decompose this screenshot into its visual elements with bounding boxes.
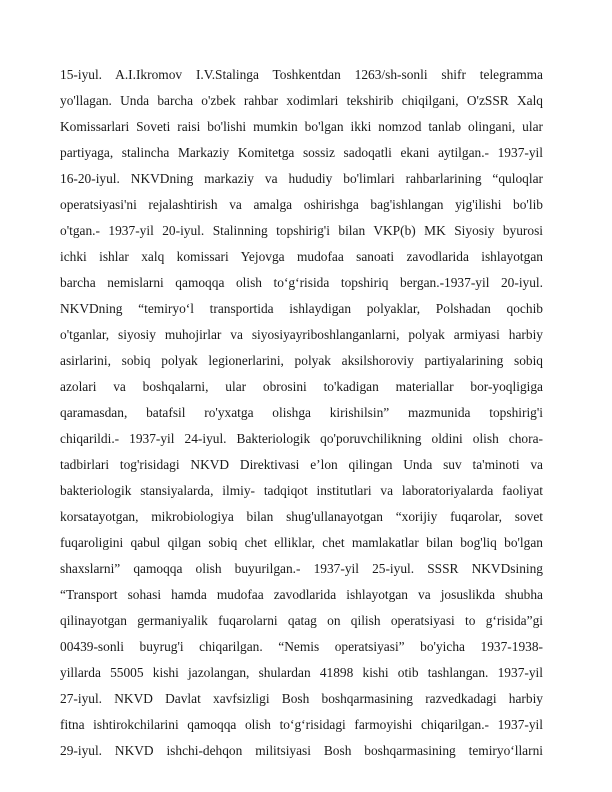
text-line: 00439-sonli buyrug'i chiqarilgan. “Nemis operatsiyasi” bo'yicha 1937-1938- <box>60 639 543 654</box>
text-line: 15-iyul. A.I.Ikromov I.V.Stalinga Toshkentdan 1263/sh-sonli shifr telegramma <box>60 67 543 82</box>
text-line: tadbirlari tog'risidagi NKVD Direktivasi e’lon qilingan Unda suv ta'minoti va <box>60 457 543 472</box>
text-line: o'tganlar, siyosiy muhojirlar va siyosiyayriboshlanganlarni, polyak armiyasi harbiy <box>60 327 543 342</box>
text-line: operatsiyasi'ni rejalashtirish va amalga oshirishga bag'ishlangan yig'ilishi bo'lib <box>60 197 543 212</box>
text-line: chiqarildi.- 1937-yil 24-iyul. Bakteriologik qo'poruvchilikning oldini olish chora- <box>60 431 543 446</box>
text-line: shaxslarni” qamoqqa olish buyurilgan.- 1937-yil 25-iyul. SSSR NKVDsining <box>60 561 543 576</box>
text-line: ichki ishlar xalq komissari Yejovga mudofaa sanoati zavodlarida ishlayotgan <box>60 249 543 264</box>
text-line: barcha nemislarni qamoqqa olish to‘g‘risida topshiriq bergan.-1937-yil 20-iyul. <box>60 275 543 290</box>
text-line: bakteriologik stansiyalarda, ilmiy- tadqiqot institutlari va laboratoriyalarda faoliyat <box>60 483 543 498</box>
text-line: NKVDning “temiryo‘l transportida ishlaydigan polyaklar, Polshadan qochib <box>60 301 543 316</box>
document-page <box>60 62 543 764</box>
text-line: asirlarini, sobiq polyak legionerlarini, polyak aksilshoroviy partiyalarining sobiq <box>60 353 543 368</box>
text-line: fitna ishtirokchilarini qamoqqa olish to‘g‘risidagi farmoyishi chiqarilgan.- 1937-yil <box>60 717 543 732</box>
text-line: o'tgan.- 1937-yil 20-iyul. Stalinning topshirig'i bilan VKP(b) MK Siyosiy byurosi <box>60 223 543 238</box>
text-line: “Transport sohasi hamda mudofaa zavodlarida ishlayotgan va josuslikda shubha <box>60 587 543 602</box>
text-line: qilinayotgan germaniyalik fuqarolarni qatag on qilish operatsiyasi to g‘risida”gi <box>60 613 543 628</box>
text-line: azolari va boshqalarni, ular obrosini to'kadigan materiallar bor-yoqligiga <box>60 379 543 394</box>
text-line: qaramasdan, batafsil ro'yxatga olishga kirishilsin” mazmunida topshirig'i <box>60 405 543 420</box>
text-line: partiyaga, stalincha Markaziy Komitetga sossiz sadoqatli ekani aytilgan.- 1937-yil <box>60 145 543 160</box>
text-line: 16-20-iyul. NKVDning markaziy va hududiy bo'limlari rahbarlarining “quloqlar <box>60 171 543 186</box>
text-line: yo'llagan. Unda barcha o'zbek rahbar xodimlari tekshirib chiqilgani, O'zSSR Xalq <box>60 93 543 108</box>
text-line: korsatayotgan, mikrobiologiya bilan shug'ullanayotgan “xorijiy fuqarolar, sovet <box>60 509 543 524</box>
text-line: fuqaroligini qabul qilgan sobiq chet elliklar, chet mamlakatlar bilan bog'liq bo'lgan <box>60 535 543 550</box>
text-line: yillarda 55005 kishi jazolangan, shulardan 41898 kishi otib tashlangan. 1937-yil <box>60 665 543 680</box>
text-line: Komissarlari Soveti raisi bo'lishi mumkin bo'lgan ikki nomzod tanlab olingani, ular <box>60 119 543 134</box>
text-line: 27-iyul. NKVD Davlat xavfsizligi Bosh boshqarmasining razvedkadagi harbiy <box>60 691 543 706</box>
text-line: 29-iyul. NKVD ishchi-dehqon militsiyasi Bosh boshqarmasining temiryo‘llarni <box>60 743 543 758</box>
